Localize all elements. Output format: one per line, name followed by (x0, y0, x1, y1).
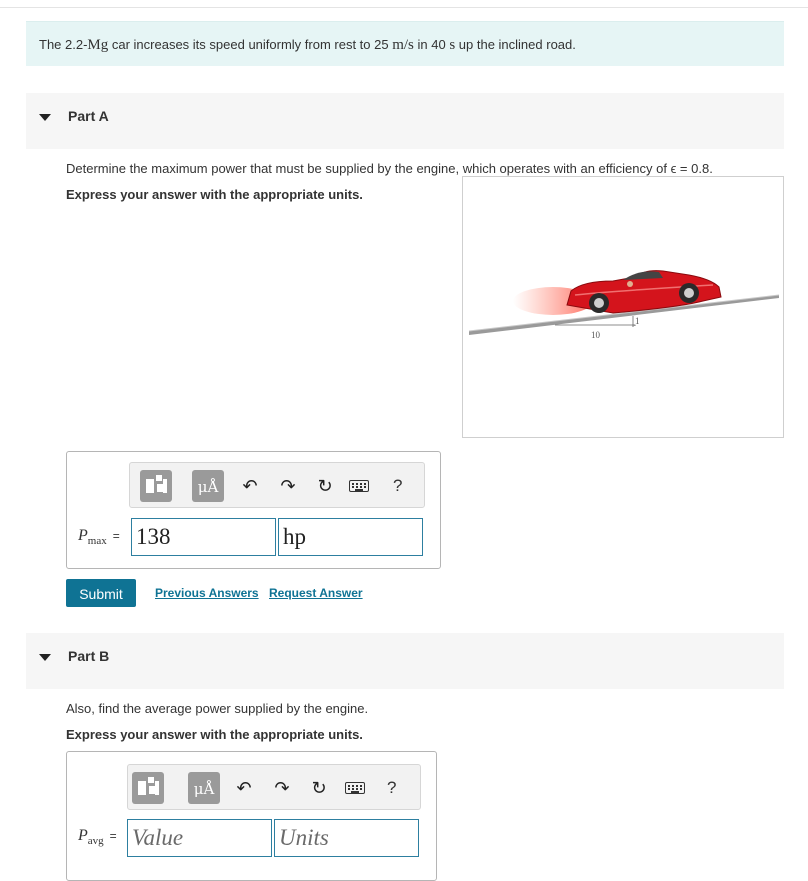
slope-run-label: 10 (591, 330, 600, 340)
help-icon[interactable]: ? (393, 476, 403, 495)
part-a-value-input[interactable] (131, 518, 276, 556)
help-icon[interactable]: ? (387, 778, 397, 797)
part-a-title: Part A (68, 108, 109, 124)
part-b-answer-box (66, 751, 437, 881)
templates-icon[interactable] (132, 772, 164, 804)
redo-icon[interactable]: ↷ (274, 778, 290, 798)
part-a-question: Determine the maximum power that must be supplied by the engine, which operates with an efficiency of ϵ = 0.8. (66, 161, 713, 176)
part-b-value-input[interactable] (127, 819, 272, 857)
undo-icon[interactable]: ↶ (242, 476, 258, 496)
reset-icon[interactable]: ↻ (311, 778, 327, 798)
top-divider (0, 7, 808, 8)
units-icon[interactable]: μÅ (188, 772, 220, 804)
part-b-title: Part B (68, 648, 110, 664)
request-answer-link[interactable]: Request Answer (269, 586, 363, 600)
part-b-question: Also, find the average power supplied by the engine. (66, 701, 369, 716)
part-a-header[interactable] (26, 93, 784, 149)
part-b-instruction: Express your answer with the appropriate units. (66, 727, 363, 742)
problem-statement: The 2.2-Mg car increases its speed uniformly from rest to 25 m/s in 40 s up the inclined road. (26, 21, 784, 66)
part-b-units-input[interactable] (274, 819, 419, 857)
reset-icon[interactable]: ↻ (317, 476, 333, 496)
slope-rise-label: 1 (635, 316, 640, 326)
keyboard-icon[interactable] (345, 782, 365, 794)
collapse-arrow-icon[interactable] (39, 114, 51, 121)
p-avg-label: $P_{avg}$ = (78, 827, 117, 848)
part-a-math-toolbar (129, 462, 425, 508)
undo-icon[interactable]: ↶ (236, 778, 252, 798)
p-max-label: $P_{max}$ = (78, 527, 120, 548)
part-a-units-input[interactable] (278, 518, 423, 556)
units-icon[interactable]: μÅ (192, 470, 224, 502)
part-a-answer-box (66, 451, 441, 569)
submit-button[interactable]: Submit (66, 579, 136, 607)
previous-answers-link[interactable]: Previous Answers (155, 586, 259, 600)
templates-icon[interactable] (140, 470, 172, 502)
part-b-header[interactable] (26, 633, 784, 689)
redo-icon[interactable]: ↷ (280, 476, 296, 496)
problem-figure (462, 176, 784, 438)
part-b-math-toolbar (127, 764, 421, 810)
part-a-instruction: Express your answer with the appropriate units. (66, 187, 363, 202)
keyboard-icon[interactable] (349, 480, 369, 492)
collapse-arrow-icon[interactable] (39, 654, 51, 661)
car-incline-illustration (463, 177, 783, 437)
